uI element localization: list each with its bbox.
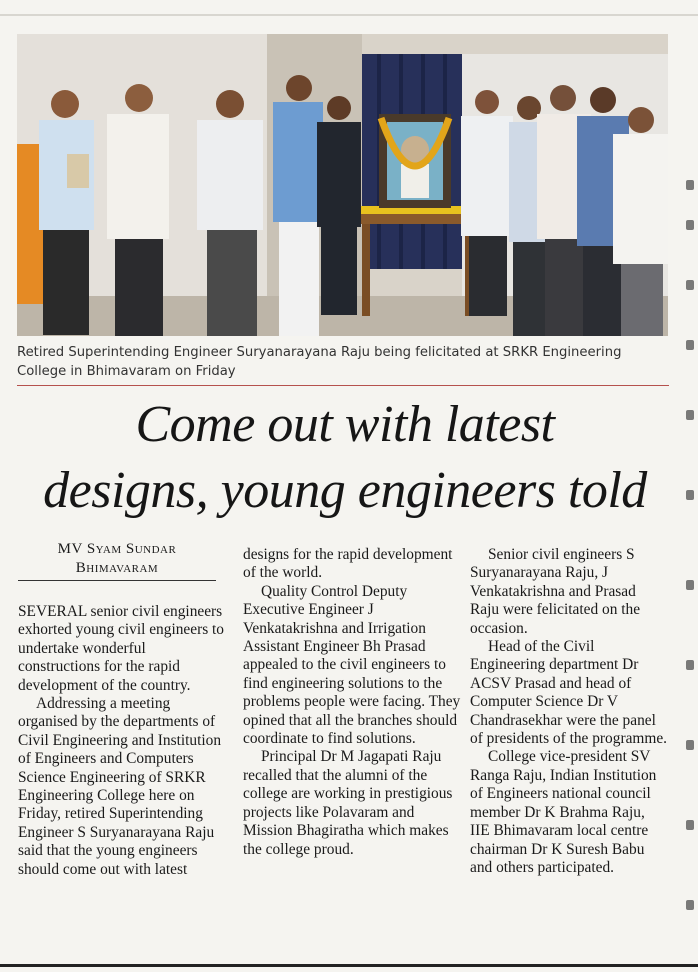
byline-author: MV Syam Sundar — [57, 541, 177, 557]
felicitation-photo-illustration — [17, 34, 668, 336]
paragraph: Principal Dr M Jagapati Raju recalled that the alumni of the college are working in prestigious projects like Polavaram and Mission Bhagiratha which makes the college proud. — [243, 748, 453, 858]
article-column-1 — [18, 603, 224, 879]
news-photo — [17, 34, 668, 336]
paragraph: SEVERAL senior civil engineers exhorted young civil engineers to undertake wonderful constructions for the rapid development of the country. — [18, 603, 225, 694]
paragraph: designs for the rapid development of the world. — [243, 546, 453, 582]
paragraph: Quality Control Deputy Executive Engineer J Venkatakrishna and Irrigation Assistant Engineer Bh Prasad appealed to the civil engineers to find engineering solutions to the problems people were facing. They opined that all the branches should coordinate to find solutions. — [243, 582, 461, 748]
byline-place: Bhimavaram — [75, 560, 159, 576]
page-top-edge — [0, 14, 698, 16]
headline-line-1: Come out with latest — [135, 396, 555, 453]
paragraph: Senior civil engineers S Suryanarayana Raju, J Venkatakrishna and Prasad Raju were felicitated on the occasion. — [470, 546, 641, 637]
article-headline — [10, 392, 680, 524]
photo-caption: Retired Superintending Engineer Suryanarayana Raju being felicitated at SRKR Engineering College in Bhimavaram on Friday — [17, 345, 622, 379]
byline-rule — [18, 580, 216, 581]
paragraph: Addressing a meeting organised by the departments of Civil Engineering and Institution of Engineers and Computers Science Engineering of SRKR Engineering College here on Friday, retired Superintending Engineer S Suryanarayana Raju said that the young engineers should come out with latest — [18, 695, 222, 878]
headline-line-2: designs, young engineers told — [43, 462, 647, 519]
article-column-3 — [470, 546, 668, 877]
adjacent-column-edge — [680, 160, 698, 940]
byline — [18, 540, 216, 578]
caption-rule — [17, 385, 669, 386]
paragraph: College vice-president SV Ranga Raju, Indian Institution of Engineers national council member Dr K Brahma Raju, IIE Bhimavaram local centre chairman Dr K Suresh Babu and others participated. — [470, 748, 657, 876]
page-bottom-edge — [0, 964, 698, 967]
paragraph: Head of the Civil Engineering department Dr ACSV Prasad and head of Computer Science Dr V Chandrasekhar were the panel of presidents of the programme. — [470, 638, 668, 748]
article-column-2 — [243, 546, 463, 859]
